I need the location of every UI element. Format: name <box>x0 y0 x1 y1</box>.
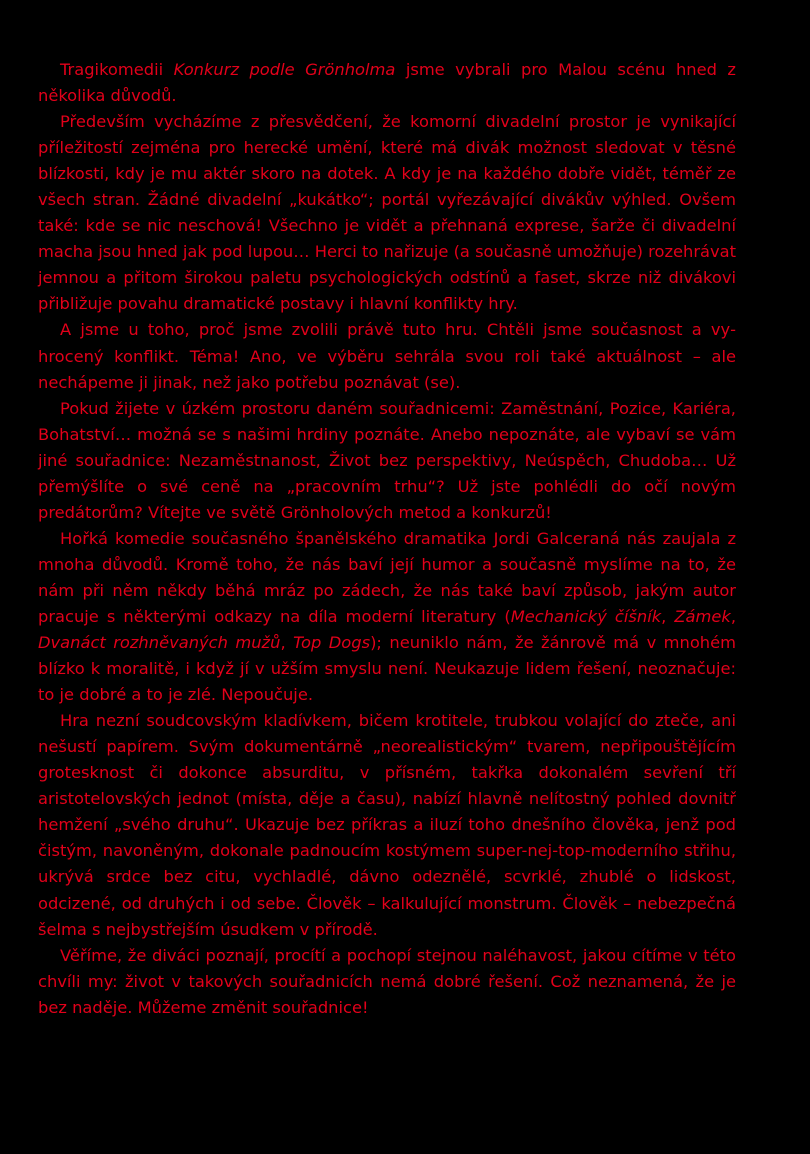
paragraph-4 <box>38 396 736 526</box>
text-run: A jsme u toho, proč jsme zvolili právě tuto hru. Chtěli jsme současnost a vyhrocený konflikt. Téma! Ano, ve výběru sehrála svou roli také aktuálnost – ale nechápeme ji jinak, než jako potřebu poznávat (se). <box>38 320 736 392</box>
paragraph-6 <box>38 708 736 942</box>
italic-title: Zámek <box>674 606 731 626</box>
text-run: , <box>280 633 294 653</box>
italic-title: Top Dogs <box>293 633 371 653</box>
text-run: Hra nezní soudcovským kladívkem, bičem krotitele, trubkou volající do zteče, ani nešustí papírem. Svým dokumentárně „neorealistickým“ tvarem, nepřipouštějícím grotesknost či dokonce absurditu, v přísném, takřka dokonalém sevření tří aristotelovských jednot (místa, děje a času), nabízí hlavně nelítostný pohled dovnitř hemžení „svého druhu“. Ukazuje bez příkras a iluzí toho dnešního člověka, jenž pod čistým, navoněným, dokonale padnoucím kostýmem super-nej-top-moderního střihu, ukrývá srdce bez citu, vychladlé, dávno odeznělé, scvrklé, zhublé o lidskost, odcizené, od druhých i od sebe. Člověk – kalkulující monstrum. Člověk – nebezpečná šelma s nejbystřejším úsudkem v přírodě. <box>38 711 736 939</box>
text-run: Tragikomedii <box>60 60 174 79</box>
text-run: Pokud žijete v úzkém prostoru daném souřadnicemi: Zaměstnání, Pozice, Kariéra, Bohatství… možná se s našimi hrdiny poznáte. Anebo nepoznáte, ale vybaví se vám jiné souřadnice: Nezaměstnanost, Život bez perspektivy, Neúspěch, Chudoba… Už přemýšlíte o své ceně na „pracovním trhu“? Už jste pohlédli do očí novým predátorům? Vítejte ve světě Grönholových metod a konkurzů! <box>38 398 736 522</box>
article-body <box>38 57 736 1021</box>
paragraph-1 <box>38 57 736 109</box>
paragraph-2 <box>38 109 736 317</box>
text-run: ); neuniklo nám, že žánrově má v mnohém blízko k moralitě, i když jí v užším smyslu není. Neukazuje lidem řešení, neoznačuje: to je dobré a to je zlé. Nepoučuje. <box>38 633 736 705</box>
italic-title: Dvanáct rozhněvaných mužů <box>38 633 281 653</box>
text-run: Věříme, že diváci poznají, procítí a pochopí stejnou naléhavost, jakou cítíme v této chvíli my: život v takových souřadnicích nemá dobré řešení. Což neznamená, že je bez naděje. Můžeme změnit souřadnice! <box>38 945 736 1017</box>
text-run: , <box>730 606 736 626</box>
text-run: , <box>661 606 675 626</box>
text-run: Hořká komedie současného španělského dramatika Jordi Galceraná nás zaujala z mnoha důvodů. Kromě toho, že nás baví její humor a současně myslíme na to, že nám při něm někdy běhá mráz po zádech, že nás také baví způsob, jakým autor pracuje s některými odkazy na díla moderní literatury ( <box>38 528 736 626</box>
paragraph-3 <box>38 317 736 395</box>
paragraph-5 <box>38 526 736 708</box>
text-run: jsme vybrali pro Malou scénu hned z několika důvodů. <box>38 60 736 106</box>
text-run: Především vycházíme z přesvědčení, že komorní divadelní prostor je vynikající příležitostí zejména pro herecké umění, které má divák možnost sledovat v těsné blízkosti, kdy je mu aktér skoro na dotek. A kdy je na každého dobře vidět, téměř ze všech stran. Žádné divadelní „kukátko“; portál vyřezávající divákův výhled. Ovšem také: kde se nic neschová! Všechno je vidět a přehnaná exprese, šarže či divadelní macha jsou hned jak pod lupou… Herci to nařizuje (a současně umožňuje) rozehrávat jemnou a přitom širokou paletu psychologických odstínů a faset, skrze niž divákovi přibližuje povahu dramatické postavy i hlavní konflikty hry. <box>38 112 736 314</box>
italic-title: Mechanický číšník <box>510 606 662 626</box>
paragraph-7 <box>38 943 736 1021</box>
italic-title: Konkurz podle Grönholma <box>173 60 396 79</box>
